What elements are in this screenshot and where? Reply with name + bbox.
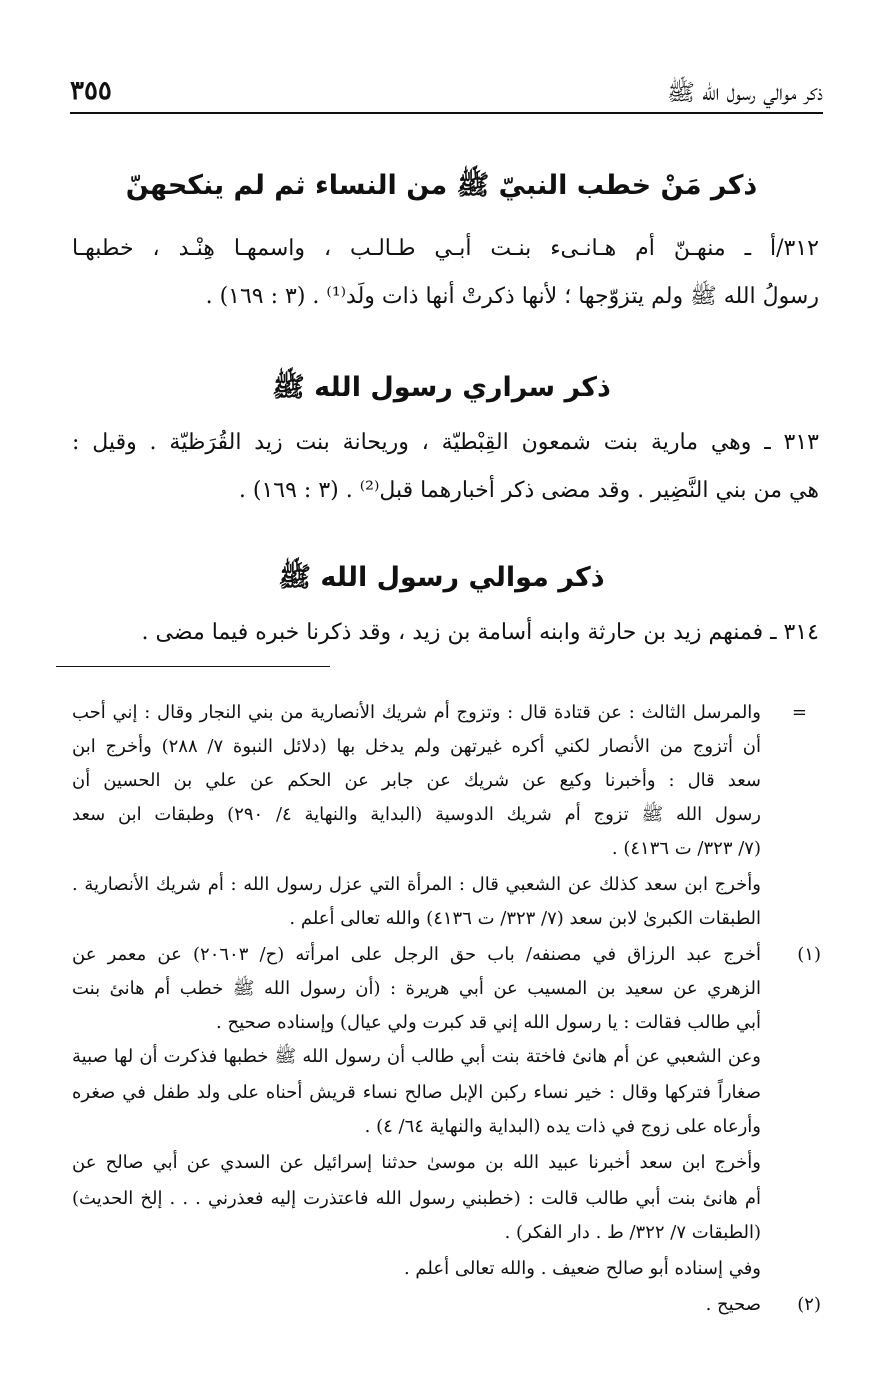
section-title-proposals: ذكر مَنْ خطب النبيّ ﷺ من النساء ثم لم ينكحهنّ [125,170,758,201]
footnote-1-line: (الطبقات ٧/ ٣٢٢/ ط . دار الفكر) . [504,1222,761,1243]
footnote-1-line: وأخرج ابن سعد أخبرنا عبيد الله بن موسىٰ حدثنا إسرائيل عن السدي عن أبي صالح عن [72,1152,761,1173]
section-title-concubines: ذكر سراري رسول الله ﷺ [272,372,611,403]
page-number: ٣٥٥ [70,76,112,106]
running-header [70,72,823,114]
footnote-continuation-line: أن أتزوج من الأنصار لكني أكره غيرتهن ولم يدخل بها (دلائل النبوة ٧/ ٢٨٨) وأخرج ابن [72,736,761,757]
footnote-2-marker: (٢) [797,1294,821,1315]
footnote-continuation-line: وأخرج ابن سعد كذلك عن الشعبي قال : المرأة التي عزل رسول الله : أم شريك الأنصارية . [72,874,761,895]
footnote-1-line: وأرعاه على زوج في ذات يده (البداية والنهاية ٦٤/ ٤) . [364,1116,761,1137]
footnote-continuation-marker: = [791,702,807,723]
footnote-1-line: صغاراً فتركها وقال : خير نساء ركبن الإبل صالح نساء قريش أحناه على ولد طفل في صغره [72,1082,761,1103]
footnote-1-line: وفي إسناده أبو صالح ضعيف . والله تعالى أعلم . [403,1258,761,1279]
section-title-freedmen: ذكر موالي رسول الله ﷺ [278,562,605,593]
footnote-continuation-line: رسول الله ﷺ تزوج أم شريك الدوسية (البداية والنهاية ٤/ ٢٩٠) وطبقات ابن سعد [72,804,761,825]
paragraph-312-line-2: رسولُ الله ﷺ ولم يتزوّجها ؛ لأنها ذكرتْ أنها ذات ولَد⁽¹⁾ . (٣ : ١٦٩) . [205,284,819,309]
footnote-1-line: وعن الشعبي عن أم هانئ فاختة بنت أبي طالب أن رسول الله ﷺ خطبها فذكرت أن لها صبية [72,1046,761,1067]
paragraph-314-line-1: ٣١٤ ـ فمنهم زيد بن حارثة وابنه أسامة بن زيد ، وقد ذكرنا خبره فيما مضى . [141,620,819,645]
footnote-divider [56,666,330,667]
paragraph-313-line-2: هي من بني النَّضِير . وقد مضى ذكر أخبارهما قبل⁽²⁾ . (٣ : ١٦٩) . [238,478,819,503]
footnote-continuation-line: الطبقات الكبرىٰ لابن سعد (٧/ ٣٢٣/ ت ٤١٣٦) والله تعالى أعلم . [289,908,761,929]
paragraph-313-line-1: ٣١٣ ـ وهي مارية بنت شمعون القِبْطيّة ، وريحانة بنت زيد القُرَظيّة . وقيل : [72,430,819,455]
footnote-1-line: أخرج عبد الرزاق في مصنفه/ باب حق الرجل على امرأته (ح/ ٢٠٦٠٣) عن معمر عن [72,944,761,965]
footnote-continuation-line: سعد قال : وأخبرنا وكيع عن شريك عن جابر عن الحكم عن علي بن الحسين أن [72,770,761,791]
footnote-continuation-line: والمرسل الثالث : عن قتادة قال : وتزوج أم شريك الأنصارية من بني النجار وقال : إني أحب [72,702,761,723]
running-title: ذكر موالي رسول الله ﷺ [667,80,823,106]
footnote-1-line: أبي طالب فقالت : يا رسول الله إني قد كبرت ولي عيال) وإسناده صحيح . [216,1012,761,1033]
footnote-1-line: الزهري عن سعيد بن المسيب عن أبي هريرة : (أن رسول الله ﷺ خطب أم هانئ بنت [72,978,761,999]
paragraph-312-line-1: ٣١٢/أ ـ منهـنّ أم هـانـىء بنـت أبـي طـالـب ، واسمهـا هِنْـد ، خطبهـا [72,236,819,261]
footnote-1-marker: (١) [797,944,821,965]
footnote-1-line: أم هانئ بنت أبي طالب قالت : (خطبني رسول الله فاعتذرت إليه فعذرني . . . إلخ الحديث) [72,1188,761,1209]
footnote-continuation-line: (٧/ ٣٢٣/ ت ٤١٣٦) . [611,838,761,859]
footnote-2-line: صحيح . [705,1294,761,1315]
